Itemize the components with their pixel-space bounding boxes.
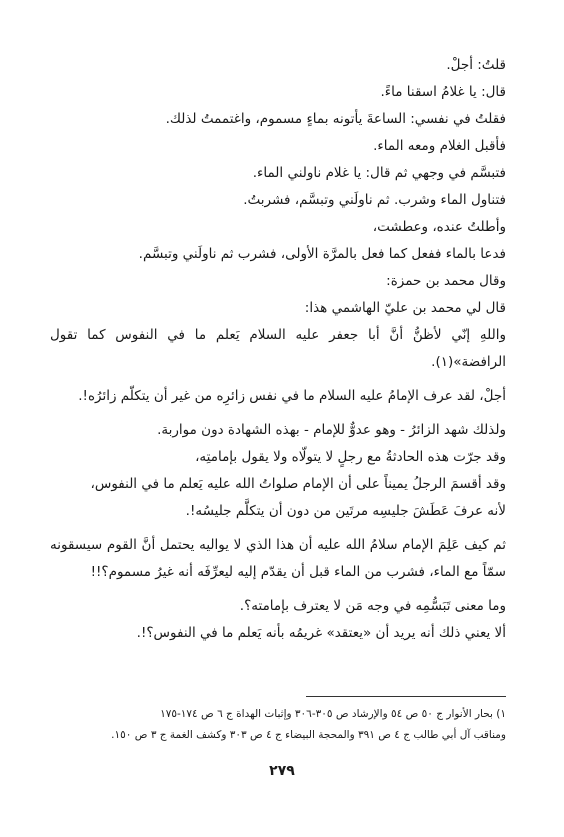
text-line: قلتُ: أجلْ. — [446, 57, 506, 73]
text-line: وما معنى تَبَسُّمِه في وجه مَن لا يعترف بإمامته؟. — [239, 598, 506, 614]
text-line: وأطلتُ عنده، وعطشت، — [372, 219, 506, 235]
text-line: لأنه عرفَ عَطَشَ جليسِه مرتَين من دون أن يتكلَّم جليسُه!. — [185, 503, 506, 519]
text-line: فأقبل الغلام ومعه الماء. — [373, 138, 506, 154]
text-line: فقلتُ في نفسي: الساعةَ يأتونه بماءٍ مسموم، واغتممتُ لذلك. — [165, 111, 506, 127]
text-line: وقد جرّت هذه الحادثةُ مع رجلٍ لا يتولّاه ولا يقول بإمامتِه، — [195, 449, 506, 465]
paragraph: واللهِ إنّي لأظنُّ أنَّ أبا جعفر عليه السلام يَعلم ما في النفوس كما تقول الرافضة»(١). — [50, 327, 506, 370]
text-line: ألا يعني ذلك أنه يريد أن «يعتقد» غريمُه بأنه يَعلم ما في النفوس؟!. — [136, 625, 506, 641]
footnote-divider — [306, 696, 506, 697]
text-line: وقد أقسمَ الرجلُ يميناً على أن الإمام صلواتُ الله عليه يَعلم ما في النفوس، — [90, 476, 506, 492]
text-line: فتبسَّم في وجهي ثم قال: يا غلام ناولني الماء. — [252, 165, 506, 181]
main-text — [50, 52, 506, 647]
paragraph: أجلْ، لقد عرف الإمامُ عليه السلام ما في نفس زائرِه من غير أن يتكلّم زائرُه!. — [78, 388, 506, 404]
text-line: وقال محمد بن حمزة: — [386, 273, 506, 289]
text-line: قال: يا غلامُ اسقنا ماءً. — [380, 84, 506, 100]
footnote-line: ١) بحار الأنوار ج ٥٠ ص ٥٤ والإرشاد ص ٣٠٥-٣٠٦ وإثبات الهداة ج ٦ ص ١٧٤-١٧٥ — [160, 708, 506, 720]
text-line: ولذلك شهد الزائرُ - وهو عدوٌّ للإمام - بهذه الشهادة دون مواربة. — [157, 422, 506, 438]
paragraph: ثم كيف عَلِمَ الإمام سلامُ الله عليه أن هذا الذي لا يواليه يحتمل أنَّ القوم سيسقونه سمّاً مع الماء، فشرب من الماء قبل أن يقدّم إليه ليعرِّفَه أنه غيرُ مسموم؟!! — [50, 537, 506, 580]
footnote-line: ومناقب آل أبي طالب ج ٤ ص ٣٩١ والمحجة البيضاء ج ٤ ص ٣٠٣ وكشف الغمة ج ٣ ص ١٥٠. — [111, 729, 506, 741]
page-number: ٢٧٩ — [269, 763, 295, 779]
text-line: فتناول الماء وشرب. ثم ناولَني وتبسَّم، فشربتُ. — [243, 192, 506, 208]
text-line: قال لي محمد بن عليّ الهاشمي هذا: — [304, 300, 506, 316]
footnote — [50, 704, 506, 746]
text-line: فدعا بالماء ففعل كما فعل بالمرَّة الأولى، فشرب ثم ناولَني وتبسَّم. — [138, 246, 506, 262]
